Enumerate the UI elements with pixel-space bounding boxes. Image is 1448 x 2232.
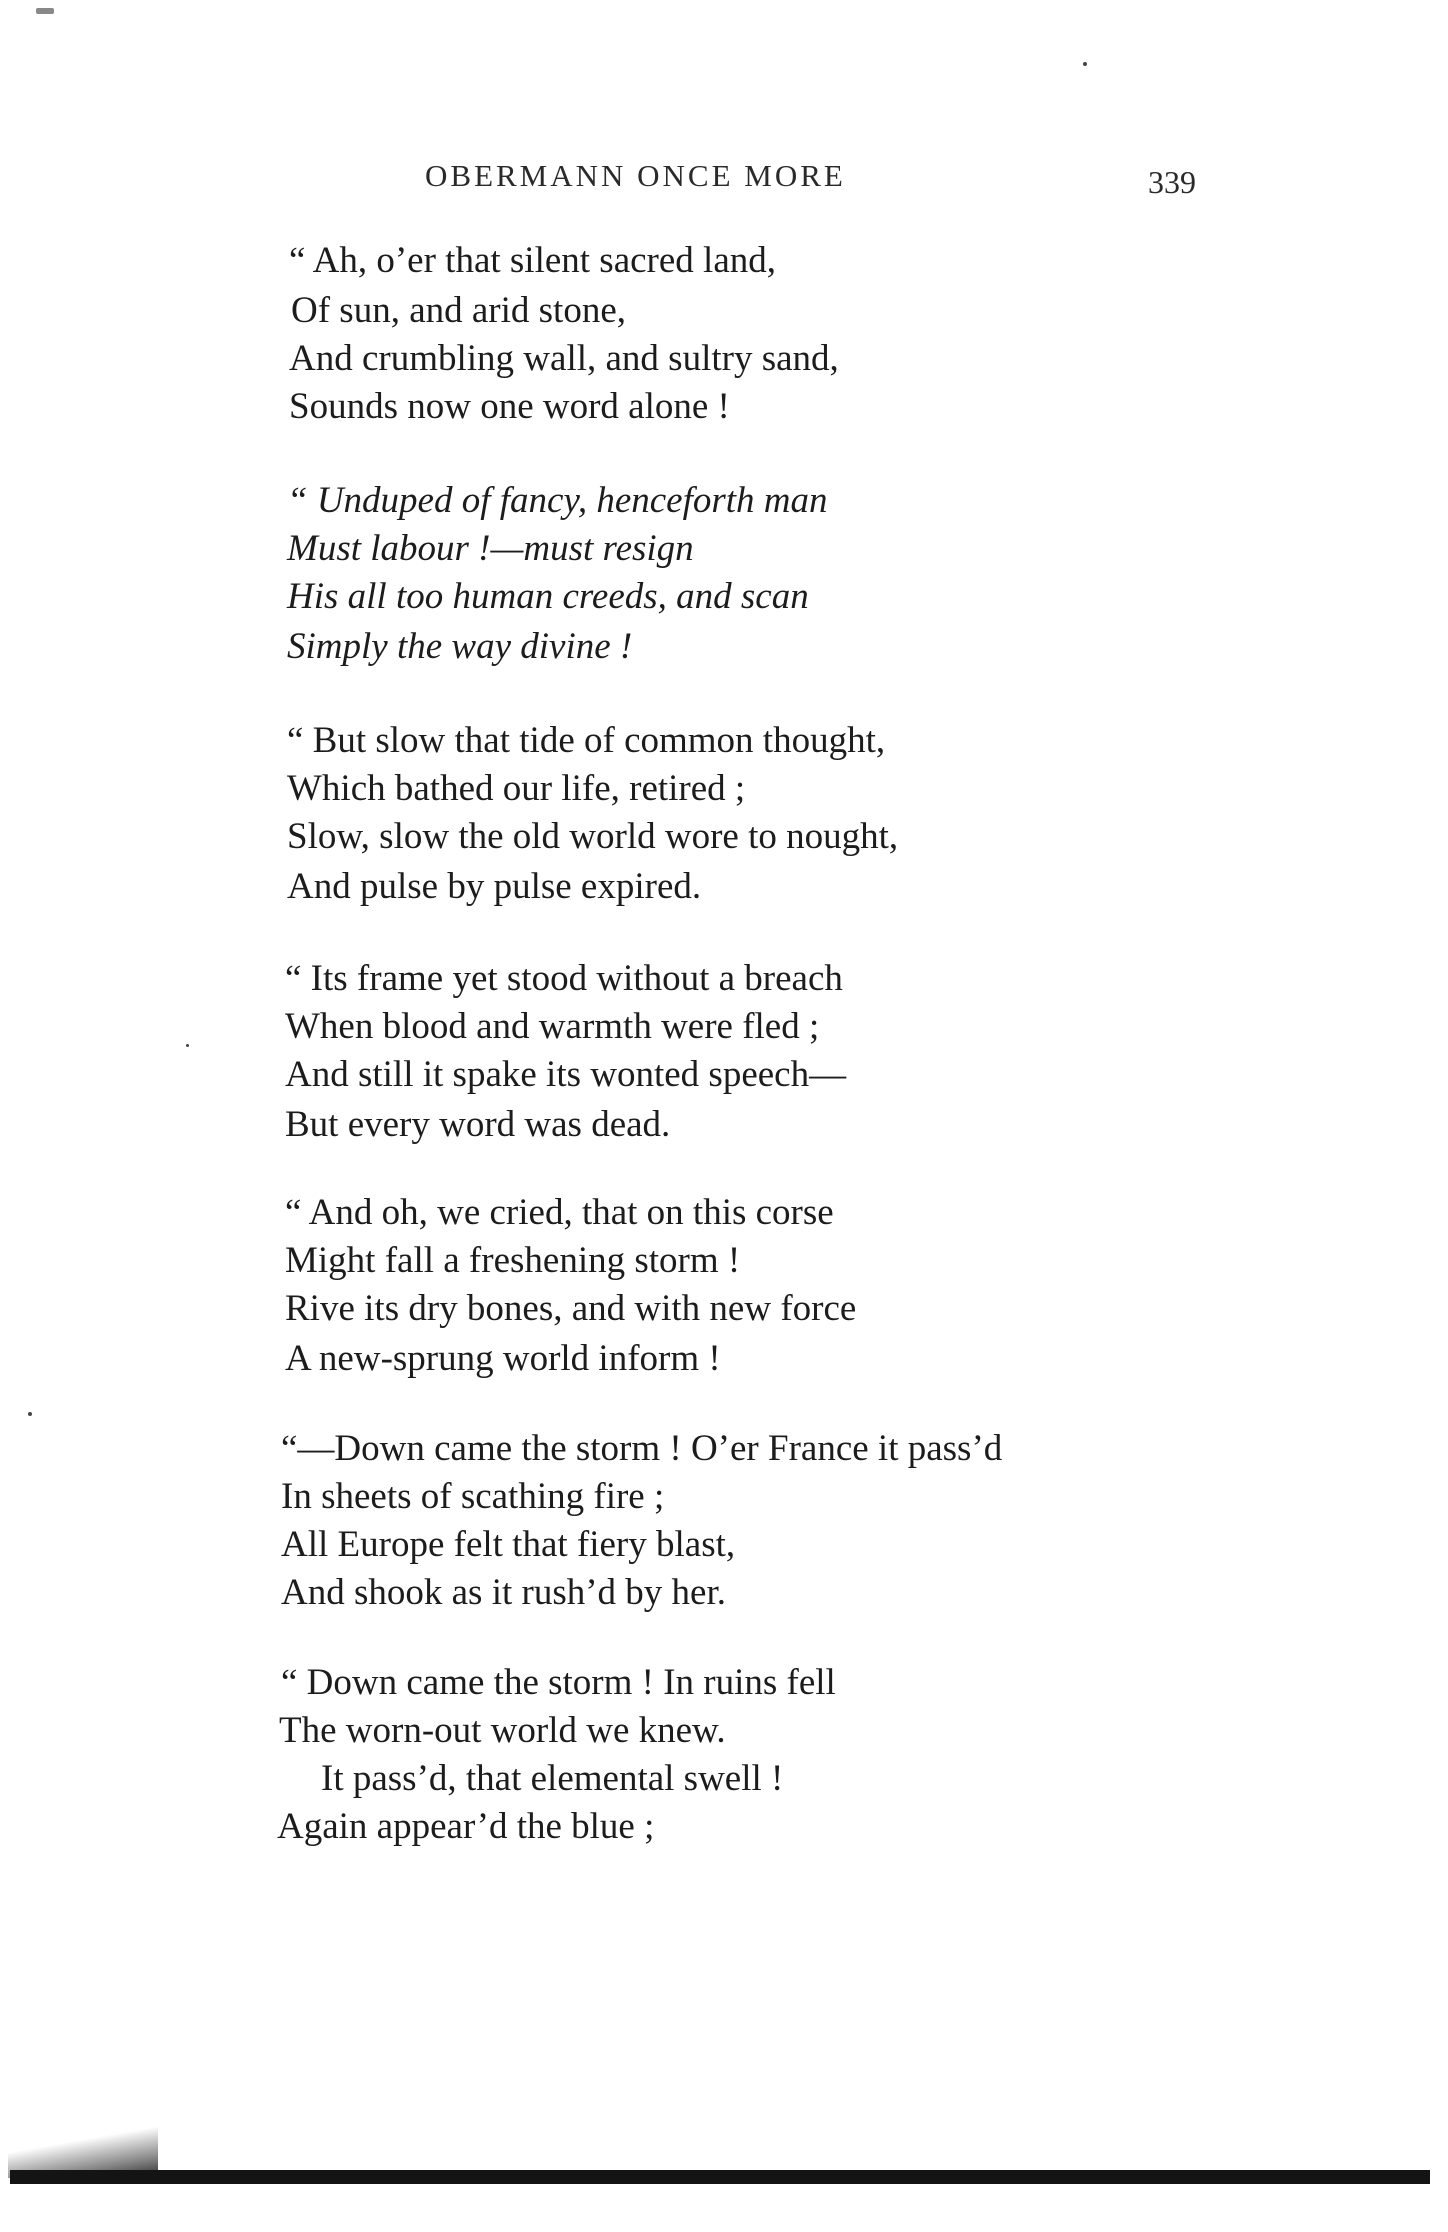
poem-line: Slow, slow the old world wore to nought, [287,816,899,857]
poem-line: Rive its dry bones, and with new force [285,1288,857,1329]
poem-line: Which bathed our life, retired ; [287,768,746,809]
scan-speck [186,1044,189,1047]
poem-line: “ Down came the storm ! In ruins fell [281,1662,836,1703]
poem-line: Must labour !—must resign [287,528,694,569]
poem-line: And shook as it rush’d by her. [281,1572,726,1613]
poem-line: “ And oh, we cried, that on this corse [285,1192,834,1233]
poem-line: Of sun, and arid stone, [291,290,626,331]
poem-line: Again appear’d the blue ; [277,1806,655,1847]
page-number: 339 [1148,164,1196,200]
running-title: OBERMANN ONCE MORE [425,158,846,193]
poem-line: But every word was dead. [285,1104,671,1145]
page-bottom-edge [10,2170,1430,2184]
poem-line: Simply the way divine ! [287,626,633,667]
poem-line: When blood and warmth were fled ; [285,1006,820,1047]
poem-line: “—Down came the storm ! O’er France it pass’d [281,1428,1003,1469]
scan-speck [28,1412,32,1416]
poem-line: And pulse by pulse expired. [287,866,702,907]
poem-line: And crumbling wall, and sultry sand, [289,338,839,379]
poem-line: “ Unduped of fancy, henceforth man [287,480,828,521]
page-edge-shadow [8,2118,158,2178]
poem-line: In sheets of scathing fire ; [281,1476,665,1517]
poem-line: It pass’d, that elemental swell ! [321,1758,784,1799]
page-header [0,150,1448,200]
poem-line: “ But slow that tide of common thought, [287,720,886,761]
poem-line: Might fall a freshening storm ! [285,1240,741,1281]
poem-line: His all too human creeds, and scan [287,576,809,617]
poem-line: The worn-out world we knew. [279,1710,726,1751]
poem-line: “ Its frame yet stood without a breach [285,958,843,999]
scan-speck [1083,62,1087,66]
poem-line: All Europe felt that fiery blast, [281,1524,736,1565]
poem-line: And still it spake its wonted speech— [285,1054,847,1095]
poem-line: “ Ah, o’er that silent sacred land, [289,240,776,281]
poem-line: Sounds now one word alone ! [289,386,730,427]
scan-speck [36,8,54,14]
poem-line: A new-sprung world inform ! [285,1338,721,1379]
